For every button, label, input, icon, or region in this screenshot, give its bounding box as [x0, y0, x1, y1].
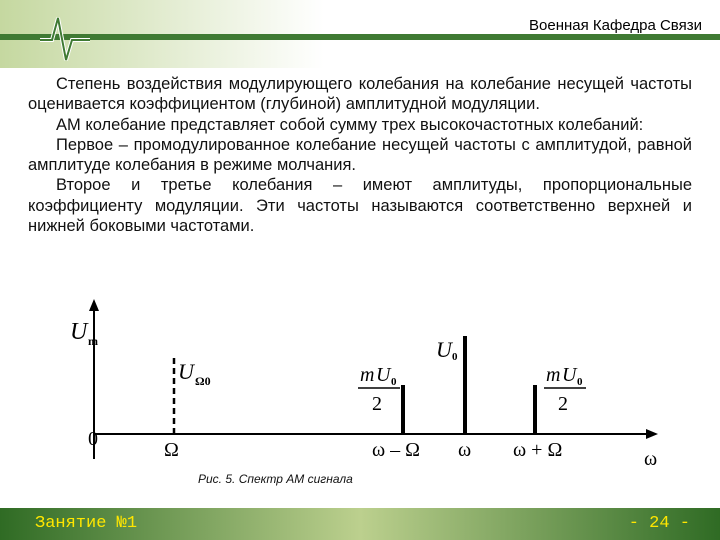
lower-sideband-u: U [376, 364, 391, 386]
lower-sideband-m: m [360, 364, 375, 386]
y-axis-arrow [89, 299, 99, 311]
spectrum-bars [174, 336, 535, 434]
upper-sideband-m: m [546, 364, 561, 386]
carrier-amplitude-sub: 0 [452, 351, 458, 363]
lower-freq-tick-label: ω – Ω [372, 439, 421, 461]
figure-caption: Рис. 5. Спектр АМ сигнала [198, 472, 353, 486]
paragraph-2: АМ колебание представляет собой сумму трех высокочастотных колебаний: [56, 115, 644, 134]
carrier-freq-tick-label: ω [458, 439, 472, 461]
x-axis-arrow [646, 429, 658, 439]
lower-sideband-den: 2 [372, 393, 382, 415]
lower-sideband-sub: 0 [391, 376, 397, 388]
header-title: Военная Кафедра Связи [529, 17, 702, 34]
u-omega-label-sub: Ω0 [195, 374, 211, 388]
page-number: - 24 - [628, 514, 690, 533]
y-axis-label-sub: m [88, 334, 98, 348]
paragraph-4: Второе и третье колебания – имеют амплитуды, пропорциональные коэффициенту модуляции. Эти частоты называются соответственно верхней и нижней боковыми частотами. [28, 176, 692, 236]
paragraph-3: Первое – промодулированное колебание несущей частоты с амплитудой, равной амплитуде колебания в режиме молчания. [28, 135, 692, 175]
x-axis-label: ω [644, 448, 658, 470]
origin-label: 0 [88, 428, 98, 450]
upper-sideband-sub: 0 [577, 376, 583, 388]
slide-header [0, 0, 720, 68]
omega-tick-label: Ω [164, 439, 179, 461]
u-omega-label: U [178, 359, 194, 384]
y-axis-label: U [70, 319, 88, 345]
spectrum-figure [48, 299, 678, 475]
upper-sideband-u: U [562, 364, 577, 386]
paragraph-1: Степень воздействия модулирующего колебания на колебание несущей частоты оценивается коэффициентом (глубиной) амплитудной модуляции. [28, 75, 692, 114]
pulse-icon [40, 14, 90, 64]
caption-box [190, 462, 452, 512]
upper-sideband-den: 2 [558, 393, 568, 415]
lesson-label: Занятие №1 [35, 514, 138, 533]
header-line [0, 34, 720, 40]
spectrum-chart [48, 299, 678, 475]
body-text [28, 74, 692, 236]
carrier-amplitude-label: U [436, 337, 452, 362]
upper-freq-tick-label: ω + Ω [513, 439, 563, 461]
slide-footer [0, 508, 720, 540]
